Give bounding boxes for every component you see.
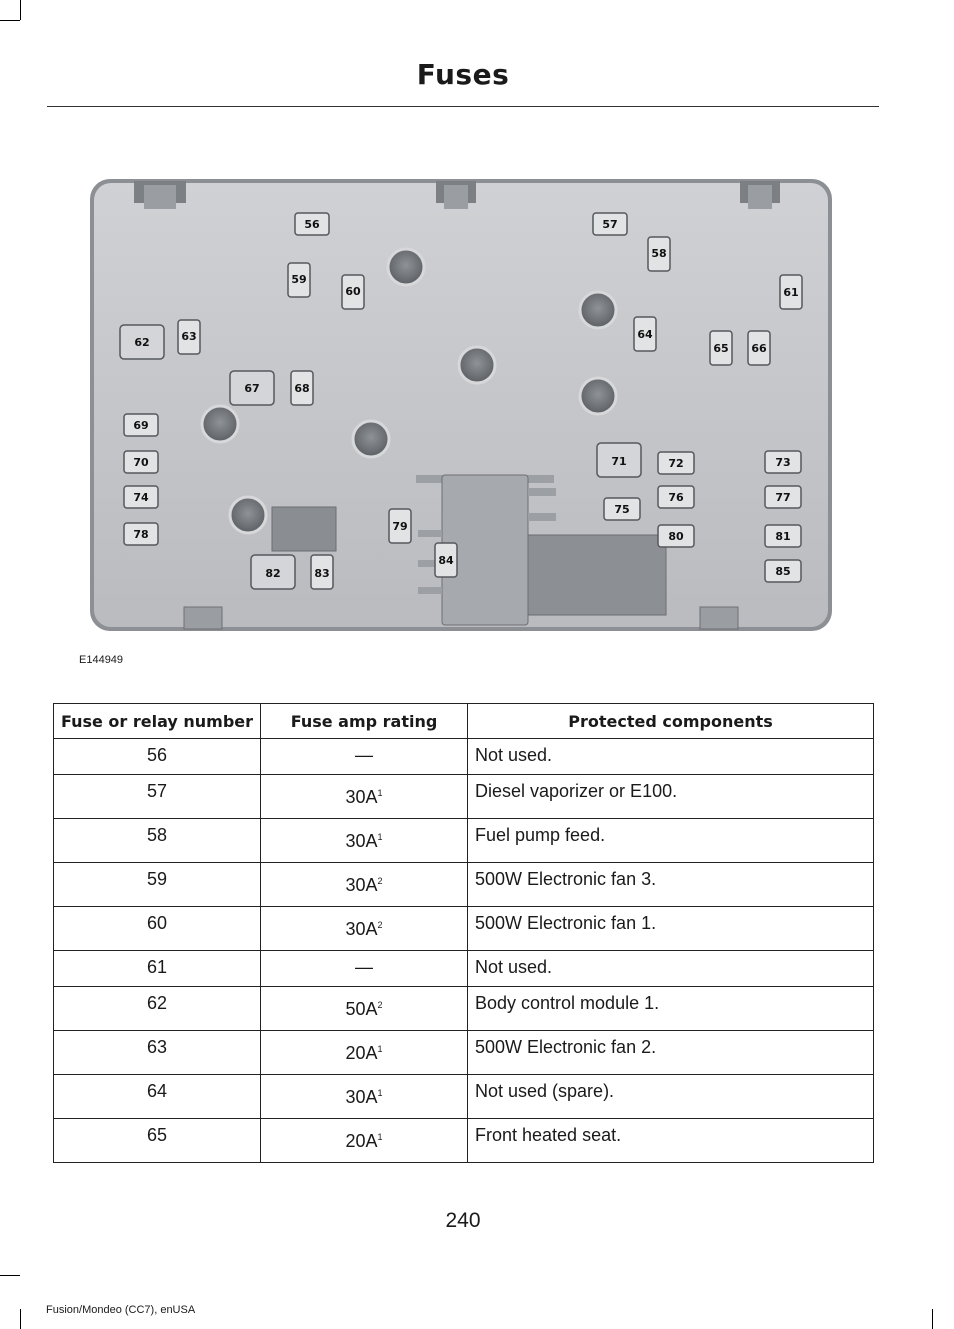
fuse-label: 64 bbox=[637, 328, 653, 341]
fuse-label: 80 bbox=[668, 530, 684, 543]
fuse-57 bbox=[593, 213, 627, 235]
fuse-amp-rating bbox=[261, 1075, 468, 1119]
footnote-marker: 1 bbox=[377, 788, 383, 798]
fuse-number: 58 bbox=[54, 819, 261, 863]
protected-components: Fuel pump feed. bbox=[468, 819, 874, 863]
column-header: Fuse or relay number bbox=[54, 704, 261, 739]
fuse-label: 65 bbox=[713, 342, 729, 355]
fuse-number: 63 bbox=[54, 1031, 261, 1075]
fuse-71 bbox=[597, 443, 641, 477]
footnote-marker: 2 bbox=[377, 1000, 383, 1010]
fuse-label: 83 bbox=[314, 567, 330, 580]
column-header: Fuse amp rating bbox=[261, 704, 468, 739]
fuse-label: 60 bbox=[345, 285, 361, 298]
protected-components: Not used. bbox=[468, 739, 874, 775]
fuse-67 bbox=[230, 371, 274, 405]
amp-value: — bbox=[355, 745, 373, 765]
fuse-56 bbox=[295, 213, 329, 235]
protected-components: 500W Electronic fan 2. bbox=[468, 1031, 874, 1075]
fuse-61 bbox=[780, 275, 802, 309]
fuse-79 bbox=[389, 509, 411, 543]
fuse-label: 76 bbox=[668, 491, 684, 504]
crop-mark bbox=[20, 0, 21, 20]
fuse-number: 65 bbox=[54, 1119, 261, 1163]
protected-components: Front heated seat. bbox=[468, 1119, 874, 1163]
fuse-amp-rating bbox=[261, 863, 468, 907]
fuse-64 bbox=[634, 317, 656, 351]
crop-mark bbox=[0, 1275, 20, 1276]
fuse-amp-rating bbox=[261, 739, 468, 775]
table-row bbox=[54, 1031, 874, 1075]
table-row bbox=[54, 907, 874, 951]
amp-value: 20A bbox=[345, 1131, 378, 1151]
fuse-amp-rating bbox=[261, 775, 468, 819]
fuse-label: 69 bbox=[133, 419, 149, 432]
fuse-amp-rating bbox=[261, 1031, 468, 1075]
table-row bbox=[54, 863, 874, 907]
fuse-label: 78 bbox=[133, 528, 149, 541]
footer-doc-id: Fusion/Mondeo (CC7), enUSA bbox=[46, 1304, 196, 1316]
table-row bbox=[54, 1075, 874, 1119]
amp-value: 30A bbox=[345, 919, 378, 939]
fuse-58 bbox=[648, 237, 670, 271]
protected-components: Body control module 1. bbox=[468, 987, 874, 1031]
amp-value: 30A bbox=[345, 1087, 378, 1107]
fuse-amp-rating bbox=[261, 987, 468, 1031]
fuse-label: 63 bbox=[181, 330, 197, 343]
protected-components: 500W Electronic fan 1. bbox=[468, 907, 874, 951]
fuse-78 bbox=[124, 523, 158, 545]
crop-mark bbox=[932, 1309, 933, 1329]
fuse-84 bbox=[435, 543, 457, 577]
footnote-marker: 1 bbox=[377, 1132, 383, 1142]
fuse-83 bbox=[311, 555, 333, 589]
protected-components: Diesel vaporizer or E100. bbox=[468, 775, 874, 819]
footnote-marker: 2 bbox=[377, 876, 383, 886]
crop-mark bbox=[20, 1309, 21, 1329]
page-title: Fuses bbox=[416, 58, 510, 91]
fuse-amp-rating bbox=[261, 907, 468, 951]
fuse-77 bbox=[765, 486, 801, 508]
fuse-59 bbox=[288, 263, 310, 297]
protected-components: Not used (spare). bbox=[468, 1075, 874, 1119]
fuse-63 bbox=[178, 320, 200, 354]
fuse-85 bbox=[765, 560, 801, 582]
fuse-number: 59 bbox=[54, 863, 261, 907]
fuse-62 bbox=[120, 325, 164, 359]
footnote-marker: 2 bbox=[377, 920, 383, 930]
protected-components: Not used. bbox=[468, 951, 874, 987]
fuse-65 bbox=[710, 331, 732, 365]
fuse-66 bbox=[748, 331, 770, 365]
table-row bbox=[54, 951, 874, 987]
fuse-label: 56 bbox=[304, 218, 320, 231]
fuse-label: 61 bbox=[783, 286, 799, 299]
fuse-80 bbox=[658, 525, 694, 547]
fuse-box-diagram bbox=[88, 175, 836, 637]
fuse-label: 81 bbox=[775, 530, 791, 543]
amp-value: 30A bbox=[345, 875, 378, 895]
fuse-75 bbox=[604, 498, 640, 520]
fuse-number: 56 bbox=[54, 739, 261, 775]
fuse-69 bbox=[124, 414, 158, 436]
fuse-number: 62 bbox=[54, 987, 261, 1031]
fuse-label: 59 bbox=[291, 273, 307, 286]
page-number: 240 bbox=[445, 1209, 481, 1232]
fuse-72 bbox=[658, 452, 694, 474]
table-header-row bbox=[54, 704, 874, 739]
fuse-number: 57 bbox=[54, 775, 261, 819]
footnote-marker: 1 bbox=[377, 1088, 383, 1098]
fuse-label: 70 bbox=[133, 456, 149, 469]
fuse-number: 60 bbox=[54, 907, 261, 951]
fuse-label: 82 bbox=[265, 567, 281, 580]
table-row bbox=[54, 1119, 874, 1163]
amp-value: 30A bbox=[345, 831, 378, 851]
fuse-label: 84 bbox=[438, 554, 454, 567]
fuse-number: 61 bbox=[54, 951, 261, 987]
protected-components: 500W Electronic fan 3. bbox=[468, 863, 874, 907]
fuse-68 bbox=[291, 371, 313, 405]
table-row bbox=[54, 987, 874, 1031]
fuse-label: 71 bbox=[611, 455, 627, 468]
fuse-label: 73 bbox=[775, 456, 791, 469]
fuse-label: 68 bbox=[294, 382, 310, 395]
fuse-amp-rating bbox=[261, 1119, 468, 1163]
amp-value: 20A bbox=[345, 1043, 378, 1063]
amp-value: 50A bbox=[345, 999, 378, 1019]
fuse-amp-rating bbox=[261, 951, 468, 987]
fuse-82 bbox=[251, 555, 295, 589]
footnote-marker: 1 bbox=[377, 1044, 383, 1054]
table-row bbox=[54, 739, 874, 775]
fuse-81 bbox=[765, 525, 801, 547]
fuse-label: 72 bbox=[668, 457, 684, 470]
fuse-amp-rating bbox=[261, 819, 468, 863]
column-header: Protected components bbox=[468, 704, 874, 739]
fuse-76 bbox=[658, 486, 694, 508]
figure-id: E144949 bbox=[79, 654, 124, 666]
fuse-label: 66 bbox=[751, 342, 767, 355]
fuse-label: 85 bbox=[775, 565, 791, 578]
fuse-label: 58 bbox=[651, 247, 667, 260]
table-row bbox=[54, 775, 874, 819]
title-divider bbox=[47, 106, 879, 107]
fuse-label: 67 bbox=[244, 382, 260, 395]
table-row bbox=[54, 819, 874, 863]
fuse-label: 75 bbox=[614, 503, 630, 516]
fuse-label: 77 bbox=[775, 491, 791, 504]
fuse-table bbox=[53, 703, 874, 1163]
fuse-74 bbox=[124, 486, 158, 508]
footnote-marker: 1 bbox=[377, 832, 383, 842]
fuse-60 bbox=[342, 275, 364, 309]
fuse-number: 64 bbox=[54, 1075, 261, 1119]
crop-mark bbox=[0, 20, 20, 21]
fuse-70 bbox=[124, 451, 158, 473]
fuse-label: 62 bbox=[134, 336, 150, 349]
fuse-label: 79 bbox=[392, 520, 408, 533]
fuse-73 bbox=[765, 451, 801, 473]
amp-value: — bbox=[355, 957, 373, 977]
fuse-label: 57 bbox=[602, 218, 618, 231]
amp-value: 30A bbox=[345, 787, 378, 807]
fuse-label: 74 bbox=[133, 491, 149, 504]
